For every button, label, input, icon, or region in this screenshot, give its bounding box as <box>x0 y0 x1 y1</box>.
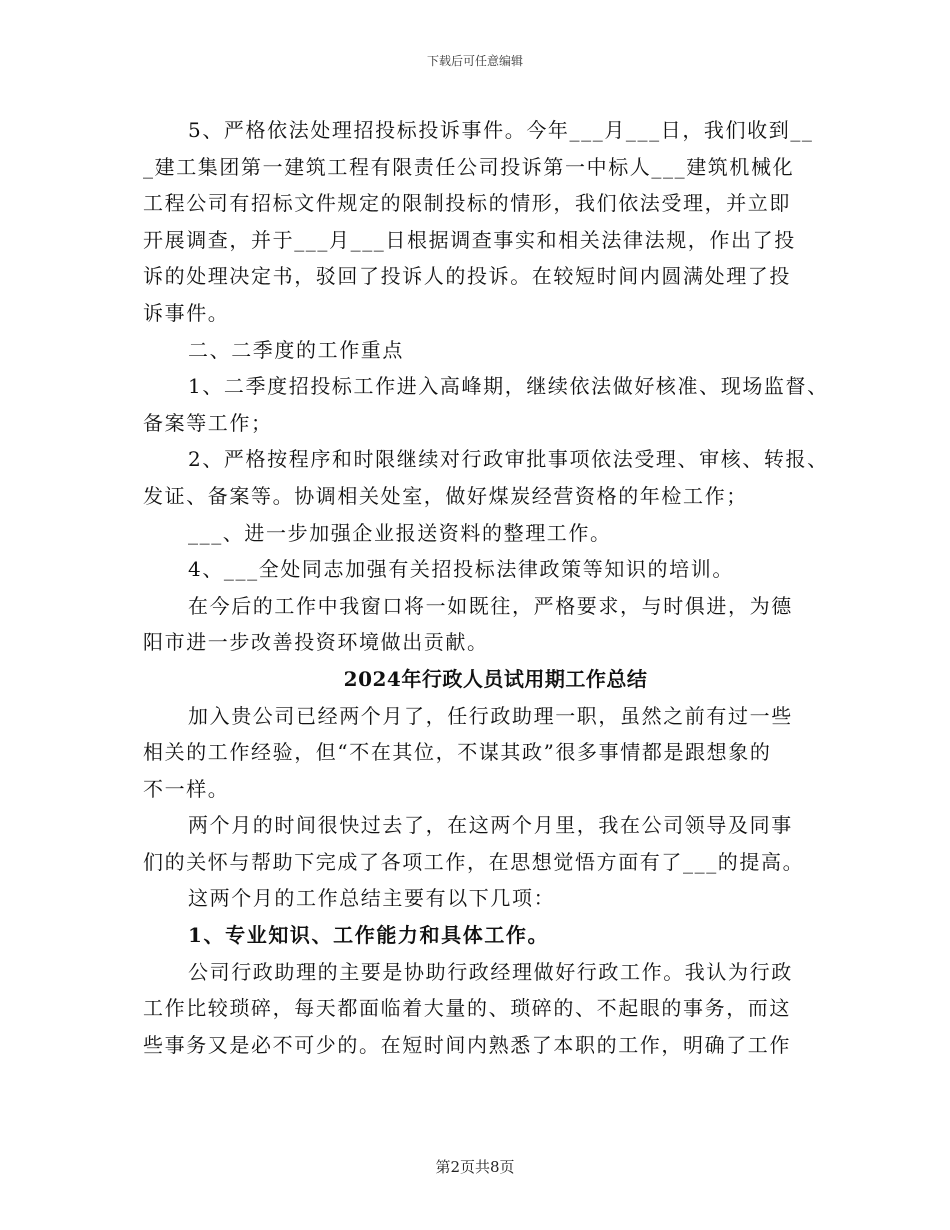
paragraph-line: 发证、备案等。协调相关处室，做好煤炭经营资格的年检工作； <box>143 483 748 508</box>
paragraph-line: 4、___全处同志加强有关招投标法律政策等知识的培训。 <box>188 557 734 582</box>
paragraph-line: 工程公司有招标文件规定的限制投标的情形，我们依法受理，并立即 <box>143 191 791 216</box>
paragraph-line: ___、进一步加强企业报送资料的整理工作。 <box>188 520 612 545</box>
paragraph-line: 在今后的工作中我窗口将一如既往，严格要求，与时俱进，为德 <box>188 593 793 618</box>
paragraph-line: 工作比较琐碎，每天都面临着大量的、琐碎的、不起眼的事务，而这 <box>143 996 791 1021</box>
document-body <box>143 112 828 1063</box>
paragraph-line: 诉事件。 <box>143 300 230 325</box>
paragraph-line: 不一样。 <box>143 776 230 801</box>
paragraph-line: _建工集团第一建筑工程有限责任公司投诉第一中标人___建筑机械化 <box>143 154 795 179</box>
subsection-heading: 1、专业知识、工作能力和具体工作。 <box>188 923 550 948</box>
paragraph-line: 5、严格依法处理招投标投诉事件。今年___月___日，我们收到__ <box>188 118 814 142</box>
paragraph-line: 些事务又是必不可少的。在短时间内熟悉了本职的工作，明确了工作 <box>143 1032 791 1057</box>
paragraph-line: 这两个月的工作总结主要有以下几项： <box>188 886 556 911</box>
paragraph-line: 备案等工作； <box>143 410 273 435</box>
paragraph-line: 两个月的时间很快过去了，在这两个月里，我在公司领导及同事 <box>188 813 793 838</box>
page-footer: 第2页共8页 <box>435 1158 515 1176</box>
paragraph-line: 相关的工作经验，但“不在其位，不谋其政”很多事情都是跟想象的 <box>143 740 772 765</box>
paragraph-line: 2、严格按程序和时限继续对行政审批事项依法受理、审核、转报、 <box>188 447 829 472</box>
paragraph-line: 1、二季度招投标工作进入高峰期，继续依法做好核准、现场监督、 <box>188 374 829 399</box>
paragraph-line: 阳市进一步改善投资环境做出贡献。 <box>143 630 489 655</box>
paragraph-line: 们的关怀与帮助下完成了各项工作，在思想觉悟方面有了___的提高。 <box>143 849 805 874</box>
paragraph-line: 公司行政助理的主要是协助行政经理做好行政工作。我认为行政 <box>188 959 793 984</box>
paragraph-line: 加入贵公司已经两个月了，任行政助理一职，虽然之前有过一些 <box>188 703 793 728</box>
page-header: 下载后可任意编辑 <box>426 54 523 68</box>
document-title: 2024年行政人员试用期工作总结 <box>343 666 648 691</box>
paragraph-line: 诉的处理决定书，驳回了投诉人的投诉。在较短时间内圆满处理了投 <box>143 264 791 289</box>
section-heading: 二、二季度的工作重点 <box>188 337 404 362</box>
paragraph-line: 开展调查，并于___月___日根据调查事实和相关法律法规，作出了投 <box>143 227 796 252</box>
